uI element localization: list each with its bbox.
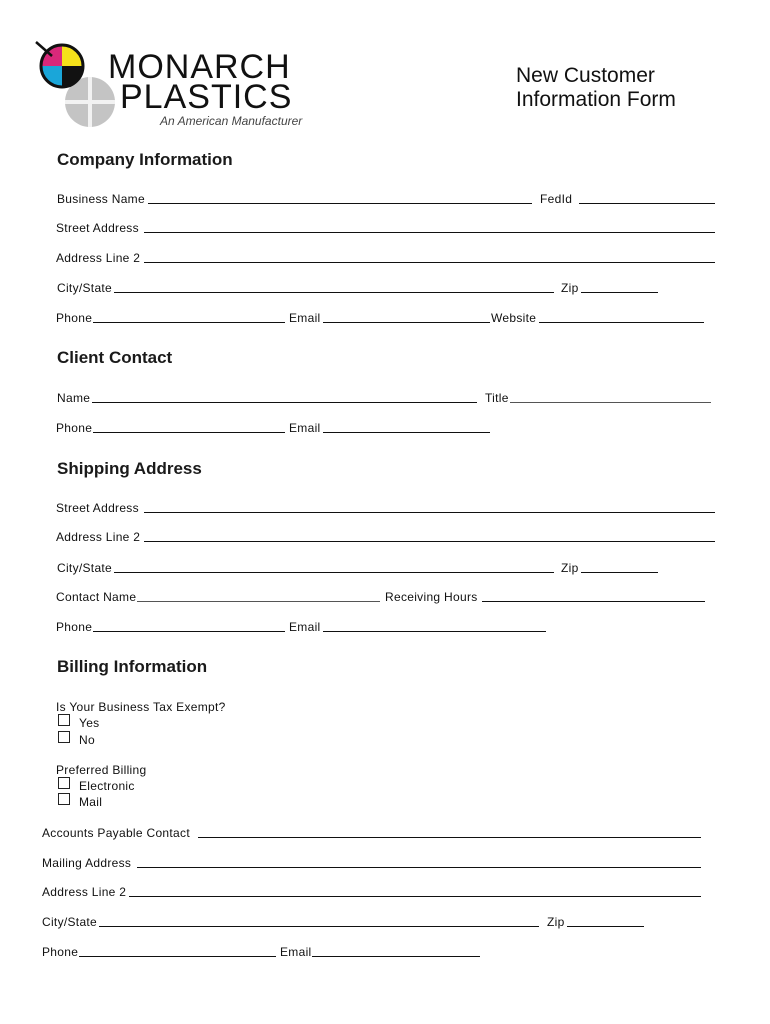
billing-city-state-field[interactable] bbox=[99, 926, 539, 927]
contact-phone-field[interactable] bbox=[93, 432, 285, 433]
brand-tagline: An American Manufacturer bbox=[160, 114, 303, 128]
ship-phone-label: Phone bbox=[56, 620, 93, 634]
ap-contact-label: Accounts Payable Contact bbox=[42, 826, 190, 840]
tax-exempt-question: Is Your Business Tax Exempt? bbox=[56, 700, 226, 714]
ap-contact-field[interactable] bbox=[198, 837, 701, 838]
billing-mail-label: Mail bbox=[79, 795, 103, 809]
billing-zip-field[interactable] bbox=[567, 926, 644, 927]
phone-label: Phone bbox=[56, 311, 93, 325]
receiving-hours-field[interactable] bbox=[482, 601, 705, 602]
zip-label: Zip bbox=[561, 281, 579, 295]
billing-electronic-label: Electronic bbox=[79, 779, 135, 793]
ship-city-state-field[interactable] bbox=[114, 572, 554, 573]
email-field[interactable] bbox=[323, 322, 490, 323]
section-billing-heading: Billing Information bbox=[57, 657, 208, 676]
monarch-butterfly-icon bbox=[28, 34, 118, 134]
preferred-billing-label: Preferred Billing bbox=[56, 763, 147, 777]
zip-field[interactable] bbox=[581, 292, 658, 293]
receiving-hours-label: Receiving Hours bbox=[385, 590, 478, 604]
brand-name-line1: MONARCH bbox=[108, 48, 291, 86]
street-address-field[interactable] bbox=[144, 232, 715, 233]
ship-contact-name-label: Contact Name bbox=[56, 590, 137, 604]
contact-phone-label: Phone bbox=[56, 421, 93, 435]
billing-phone-label: Phone bbox=[42, 945, 79, 959]
billing-email-field[interactable] bbox=[312, 956, 480, 957]
mailing-address-label: Mailing Address bbox=[42, 856, 132, 870]
ship-line2-field[interactable] bbox=[144, 541, 715, 542]
billing-mail-checkbox[interactable] bbox=[58, 793, 70, 805]
ship-phone-field[interactable] bbox=[93, 631, 285, 632]
tax-exempt-yes-label: Yes bbox=[79, 716, 100, 730]
contact-name-field[interactable] bbox=[92, 402, 477, 403]
ship-zip-field[interactable] bbox=[581, 572, 658, 573]
contact-title-field[interactable] bbox=[510, 402, 711, 403]
ship-line2-label: Address Line 2 bbox=[56, 530, 141, 544]
website-label: Website bbox=[491, 311, 537, 325]
billing-phone-field[interactable] bbox=[79, 956, 276, 957]
section-shipping-heading: Shipping Address bbox=[57, 459, 202, 478]
billing-zip-label: Zip bbox=[547, 915, 565, 929]
fedid-label: FedId bbox=[540, 192, 573, 206]
ship-street-field[interactable] bbox=[144, 512, 715, 513]
email-label: Email bbox=[289, 311, 321, 325]
business-name-field[interactable] bbox=[148, 203, 532, 204]
form-title-line2: Information Form bbox=[516, 88, 676, 111]
contact-title-label: Title bbox=[485, 391, 509, 405]
form-title-line1: New Customer bbox=[516, 64, 655, 87]
website-field[interactable] bbox=[539, 322, 704, 323]
billing-city-state-label: City/State bbox=[42, 915, 98, 929]
fedid-field[interactable] bbox=[579, 203, 715, 204]
address-line2-label: Address Line 2 bbox=[56, 251, 141, 265]
brand-name-line2: PLASTICS bbox=[120, 78, 293, 116]
phone-field[interactable] bbox=[93, 322, 285, 323]
tax-exempt-yes-checkbox[interactable] bbox=[58, 714, 70, 726]
address-line2-field[interactable] bbox=[144, 262, 715, 263]
billing-line2-label: Address Line 2 bbox=[42, 885, 127, 899]
billing-email-label: Email bbox=[280, 945, 312, 959]
billing-line2-field[interactable] bbox=[129, 896, 701, 897]
ship-city-state-label: City/State bbox=[57, 561, 113, 575]
business-name-label: Business Name bbox=[57, 192, 145, 206]
tax-exempt-no-checkbox[interactable] bbox=[58, 731, 70, 743]
ship-street-label: Street Address bbox=[56, 501, 139, 515]
ship-email-label: Email bbox=[289, 620, 321, 634]
ship-contact-name-field[interactable] bbox=[137, 601, 380, 602]
billing-electronic-checkbox[interactable] bbox=[58, 777, 70, 789]
city-state-label: City/State bbox=[57, 281, 113, 295]
form-title bbox=[516, 64, 676, 112]
city-state-field[interactable] bbox=[114, 292, 554, 293]
tax-exempt-no-label: No bbox=[79, 733, 95, 747]
street-address-label: Street Address bbox=[56, 221, 139, 235]
ship-zip-label: Zip bbox=[561, 561, 579, 575]
contact-email-label: Email bbox=[289, 421, 321, 435]
contact-email-field[interactable] bbox=[323, 432, 490, 433]
contact-name-label: Name bbox=[57, 391, 91, 405]
section-contact-heading: Client Contact bbox=[57, 348, 173, 367]
ship-email-field[interactable] bbox=[323, 631, 546, 632]
mailing-address-field[interactable] bbox=[137, 867, 701, 868]
section-company-heading: Company Information bbox=[57, 150, 233, 169]
